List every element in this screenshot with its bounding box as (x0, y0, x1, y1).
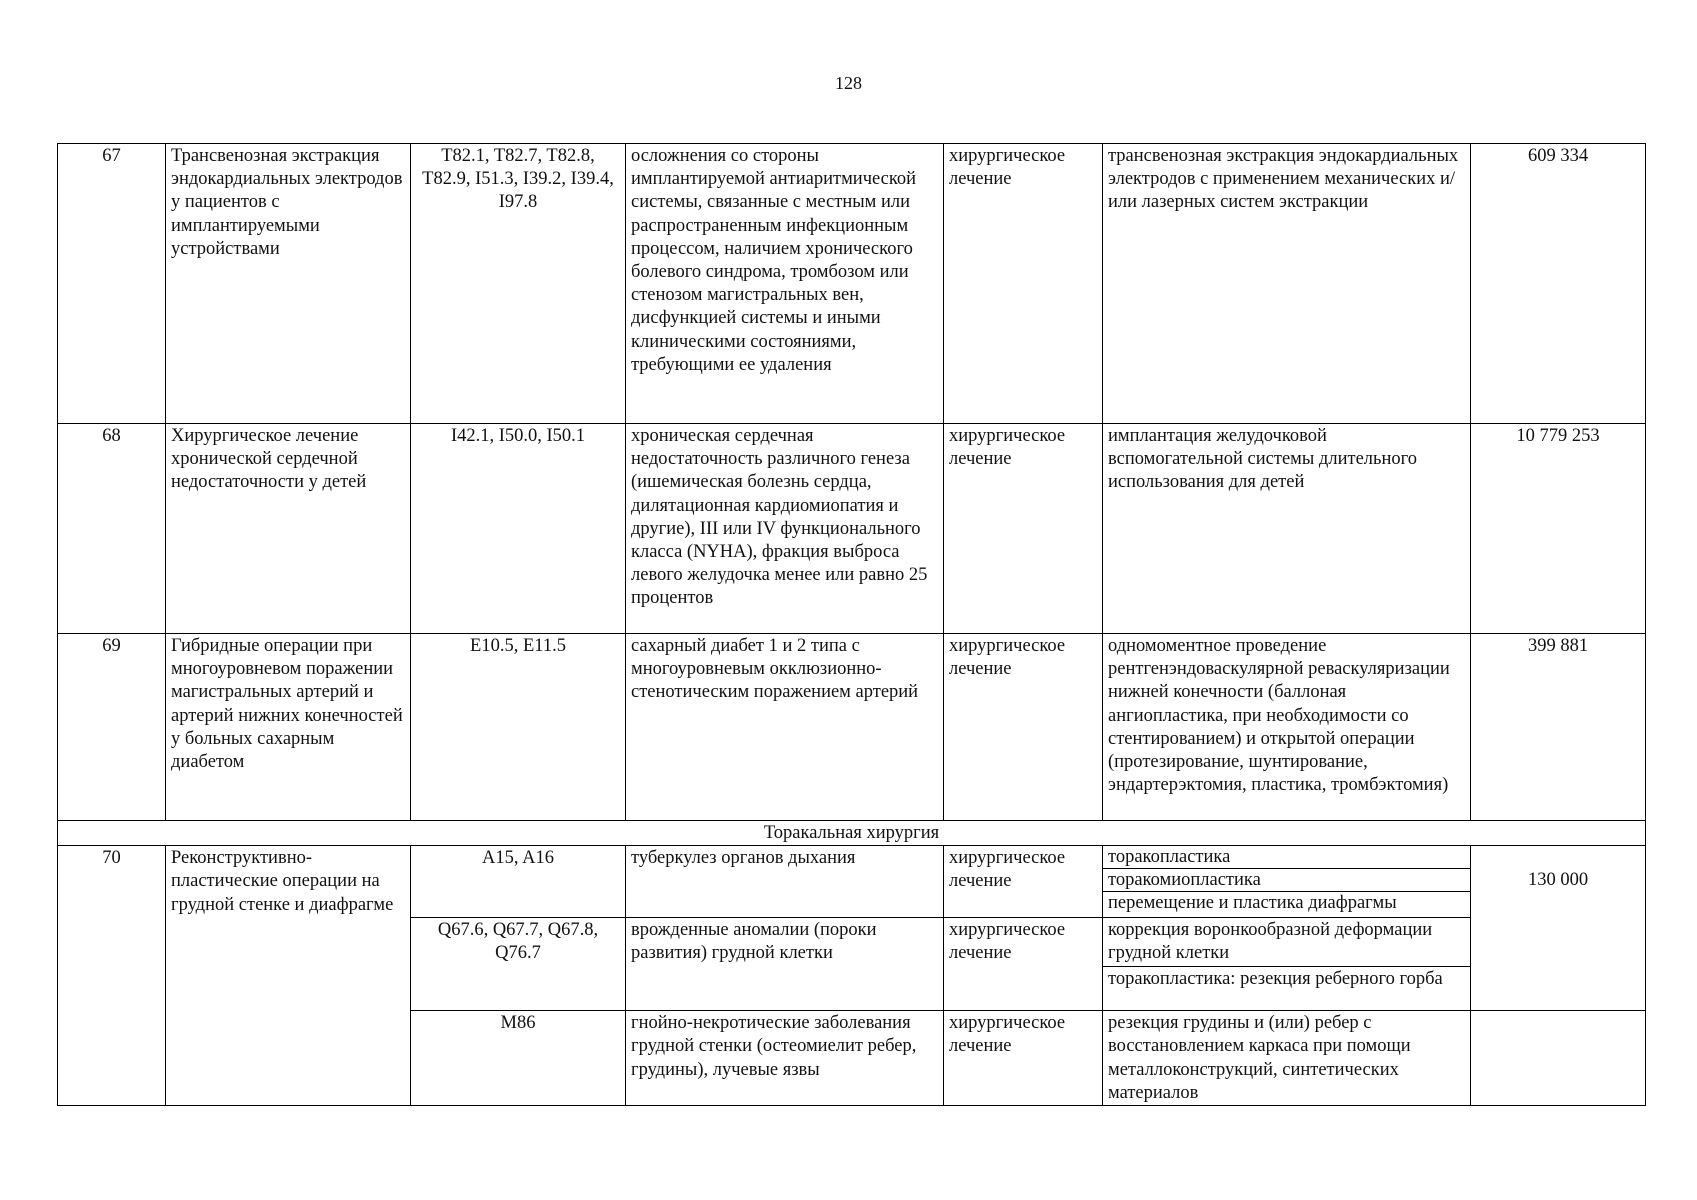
cost: 130 000 (1471, 846, 1646, 1011)
treatment-type: хирургическое лечение (944, 846, 1103, 918)
treatment-method: резекция грудины и (или) ребер с восстановлением каркаса при помощи металлоконструкций, синтетических материалов (1103, 1011, 1471, 1106)
section-header-row (58, 821, 1646, 846)
row-number: 68 (58, 424, 166, 634)
care-type-name: Трансвенозная экстракция эндокардиальных электродов у пациентов с имплантируемыми устройствами (166, 144, 411, 424)
row-number: 67 (58, 144, 166, 424)
cost-empty (1471, 1011, 1646, 1106)
table-row (58, 424, 1646, 634)
cost: 10 779 253 (1471, 424, 1646, 634)
patient-model: хроническая сердечная недостаточность различного генеза (ишемическая болезнь сердца, дилятационная кардиомиопатия и другие), III или IV функционального класса (NYHA), фракция выброса левого желудочка менее или равно 25 процентов (626, 424, 944, 634)
patient-model: гнойно-некротические заболевания грудной стенки (остеомиелит ребер, грудины), лучевые язвы (626, 1011, 944, 1106)
page-number: 128 (835, 73, 862, 93)
icd-codes: E10.5, E11.5 (411, 634, 626, 821)
table-row (58, 634, 1646, 821)
patient-model: сахарный диабет 1 и 2 типа с многоуровневым окклюзионно-стенотическим поражением артерий (626, 634, 944, 821)
table-row (58, 846, 1646, 918)
treatment-method: коррекция воронкообразной деформации грудной клетки (1103, 918, 1470, 966)
treatment-method: торакопластика (1103, 846, 1470, 869)
medical-care-table (57, 143, 1646, 1106)
treatment-method: торакомиопластика (1103, 869, 1470, 892)
treatment-type: хирургическое лечение (944, 144, 1103, 424)
row-number: 70 (58, 846, 166, 1106)
treatment-method: перемещение и пластика диафрагмы (1108, 893, 1397, 914)
care-type-name: Реконструктивно-пластические операции на грудной стенке и диафрагме (166, 846, 411, 1106)
cost: 399 881 (1471, 634, 1646, 821)
patient-model: врожденные аномалии (пороки развития) грудной клетки (626, 918, 944, 1011)
treatment-method: торакопластика: резекция реберного горба (1108, 968, 1443, 989)
row-number: 69 (58, 634, 166, 821)
care-type-name: Хирургическое лечение хронической сердечной недостаточности у детей (166, 424, 411, 634)
patient-model: туберкулез органов дыхания (626, 846, 944, 918)
cost: 609 334 (1471, 144, 1646, 424)
icd-codes: A15, A16 (411, 846, 626, 918)
treatment-type: хирургическое лечение (944, 634, 1103, 821)
patient-model: осложнения со стороны имплантируемой антиаритмической системы, связанные с местным или распространенным инфекционным процессом, наличием хронического болевого синдрома, тромбозом или стенозом магистральных вен, дисфункцией системы и иными клиническими состояниями, требующими ее удаления (626, 144, 944, 424)
treatment-type: хирургическое лечение (944, 1011, 1103, 1106)
treatment-method-list (1103, 918, 1471, 1011)
treatment-method: одномоментное проведение рентгенэндоваскулярной реваскуляризации нижней конечности (баллоная ангиопластика, при необходимости со стентированием) и открытой операции (протезирование, шунтирование, эндартерэктомия, пластика, тромбэктомия) (1103, 634, 1471, 821)
treatment-type: хирургическое лечение (944, 918, 1103, 1011)
section-title: Торакальная хирургия (58, 821, 1646, 846)
treatment-method: имплантация желудочковой вспомогательной системы длительного использования для детей (1103, 424, 1471, 634)
icd-codes: I42.1, I50.0, I50.1 (411, 424, 626, 634)
care-type-name: Гибридные операции при многоуровневом поражении магистральных артерий и артерий нижних конечностей у больных сахарным диабетом (166, 634, 411, 821)
icd-codes: T82.1, T82.7, T82.8, T82.9, I51.3, I39.2, I39.4, I97.8 (411, 144, 626, 424)
icd-codes: Q67.6, Q67.7, Q67.8, Q76.7 (411, 918, 626, 1011)
treatment-method: трансвенозная экстракция эндокардиальных электродов с применением механических и/или лазерных систем экстракции (1103, 144, 1471, 424)
treatment-type: хирургическое лечение (944, 424, 1103, 634)
treatment-method-list (1103, 846, 1471, 918)
icd-codes: M86 (411, 1011, 626, 1106)
table-row (58, 144, 1646, 424)
